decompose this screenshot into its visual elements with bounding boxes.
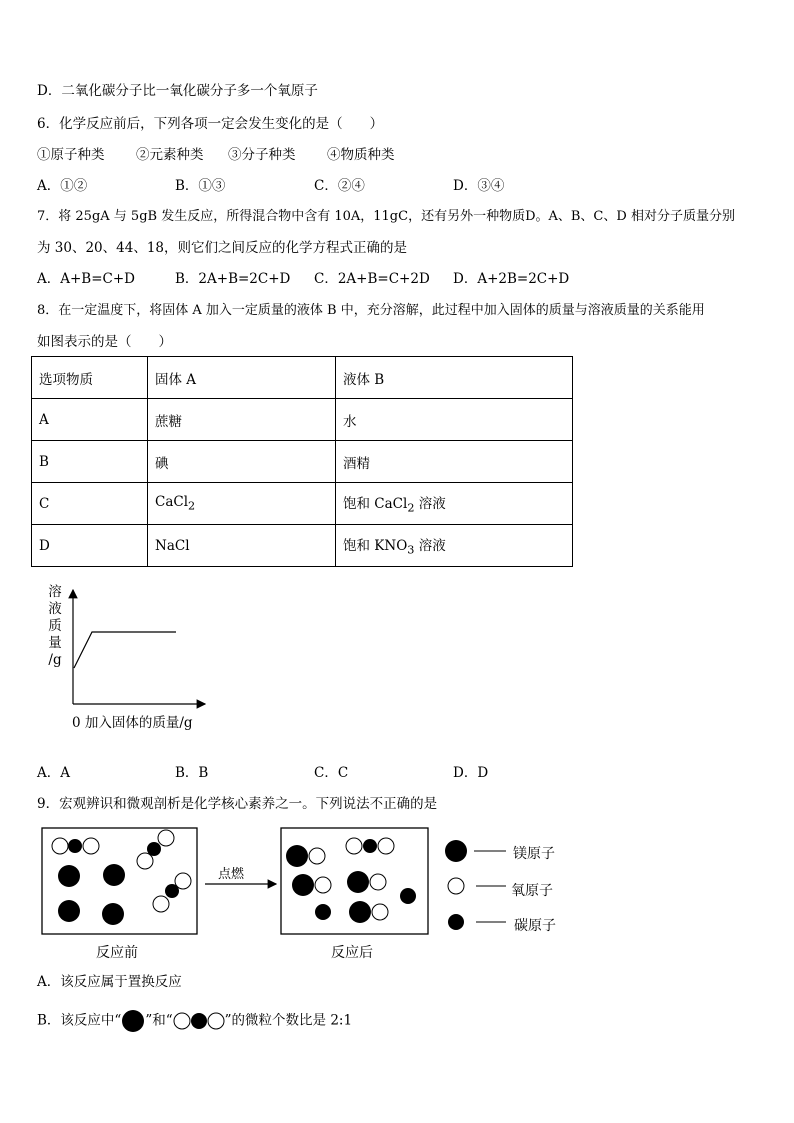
table-header-cell: 液体 B bbox=[336, 357, 573, 399]
oxygen-atom bbox=[370, 874, 386, 890]
magnesium-atom bbox=[102, 903, 124, 925]
q6-item-2: ②元素种类 bbox=[136, 147, 204, 163]
oxygen-atom bbox=[83, 838, 99, 854]
q8-option-a: A．A bbox=[37, 765, 70, 781]
magnesium-atom bbox=[58, 900, 80, 922]
graph-y-char: /g bbox=[48, 652, 62, 668]
formula-text: 溶液 bbox=[414, 496, 446, 513]
q7-option-d: D．A+2B=2C+D bbox=[453, 271, 570, 287]
oxygen-atom bbox=[309, 848, 325, 864]
legend-carbon-label: 碳原子 bbox=[514, 918, 556, 934]
formula-text: 饱和 KNO bbox=[343, 538, 408, 555]
table-cell: 蔗糖 bbox=[148, 399, 336, 441]
table-cell: 水 bbox=[336, 399, 573, 441]
arrow-label: 点燃 bbox=[218, 867, 245, 882]
formula-text: 溶液 bbox=[414, 538, 446, 555]
legend-carbon-icon bbox=[448, 914, 464, 930]
formula-text: 饱和 CaCl bbox=[343, 496, 408, 513]
magnesium-atom bbox=[349, 901, 371, 923]
carbon-atom bbox=[400, 888, 416, 904]
q7-stem-2: 为 30、20、44、18，则它们之间反应的化学方程式正确的是 bbox=[37, 240, 408, 256]
magnesium-particle-icon bbox=[121, 1009, 145, 1033]
co2-particle-icon bbox=[173, 1010, 225, 1032]
magnesium-atom bbox=[292, 874, 314, 896]
oxygen-atom bbox=[315, 877, 331, 893]
carbon-atom bbox=[68, 839, 82, 853]
q5-option-d: D．二氧化碳分子比一氧化碳分子多一个氧原子 bbox=[37, 83, 318, 99]
oxygen-atom bbox=[158, 830, 174, 846]
oxygen-atom bbox=[346, 838, 362, 854]
q8-option-d: D．D bbox=[453, 765, 489, 781]
carbon-atom bbox=[165, 884, 179, 898]
q9-b-text-3: ”的微粒个数比是 2:1 bbox=[224, 1012, 353, 1029]
before-particles bbox=[52, 830, 191, 925]
q6-item-4: ④物质种类 bbox=[327, 147, 395, 163]
q6-option-d: D．③④ bbox=[453, 178, 505, 194]
q9-stem: 9．宏观辨识和微观剖析是化学核心素养之一。下列说法不正确的是 bbox=[37, 796, 438, 812]
oxygen-atom bbox=[153, 896, 169, 912]
oxygen-atom bbox=[137, 853, 153, 869]
q6-option-c: C．②④ bbox=[314, 178, 365, 194]
table-cell: D bbox=[32, 525, 148, 567]
q7-option-a: A．A+B=C+D bbox=[37, 271, 136, 287]
q9-b-text-2: ”和“ bbox=[145, 1012, 173, 1029]
table-cell: B bbox=[32, 441, 148, 483]
legend-magnesium-label: 镁原子 bbox=[513, 846, 555, 862]
table-header-cell: 选项物质 bbox=[32, 357, 148, 399]
graph-y-char: 量 bbox=[48, 635, 62, 651]
legend-oxygen-icon bbox=[448, 878, 464, 894]
graph-y-char: 液 bbox=[48, 601, 62, 617]
table-cell: 酒精 bbox=[336, 441, 573, 483]
q6-stem: 6．化学反应前后，下列各项一定会发生变化的是（ ） bbox=[37, 116, 384, 132]
magnesium-atom bbox=[58, 865, 80, 887]
formula-text: CaCl bbox=[155, 494, 189, 511]
q7-option-b: B．2A+B=2C+D bbox=[175, 271, 291, 287]
graph-x-label: 0 加入固体的质量/g bbox=[72, 715, 193, 731]
table-cell: C bbox=[32, 483, 148, 525]
after-particles bbox=[286, 838, 416, 923]
formula-subscript: 2 bbox=[188, 499, 196, 513]
q8-stem-1: 8．在一定温度下，将固体 A 加入一定质量的液体 B 中，充分溶解，此过程中加入固体的质量与溶液质量的关系能用 bbox=[37, 303, 705, 318]
carbon-atom bbox=[363, 839, 377, 853]
q7-option-c: C．2A+B=C+2D bbox=[314, 271, 430, 287]
legend-oxygen-label: 氧原子 bbox=[511, 883, 553, 899]
graph-y-char: 质 bbox=[48, 618, 62, 634]
q8-option-c: C．C bbox=[314, 765, 349, 781]
graph-curve bbox=[74, 632, 176, 668]
oxygen-atom bbox=[52, 838, 68, 854]
magnesium-atom bbox=[347, 871, 369, 893]
carbon-atom bbox=[315, 904, 331, 920]
before-label: 反应前 bbox=[96, 945, 138, 961]
legend-magnesium-icon bbox=[445, 840, 467, 862]
table-header-cell: 固体 A bbox=[148, 357, 336, 399]
q8-option-b: B．B bbox=[175, 765, 209, 781]
after-label: 反应后 bbox=[331, 945, 373, 961]
oxygen-atom bbox=[372, 904, 388, 920]
table-cell: 碘 bbox=[148, 441, 336, 483]
q8-stem-2: 如图表示的是（ ） bbox=[37, 334, 172, 350]
oxygen-atom bbox=[378, 838, 394, 854]
q9-option-a: A．该反应属于置换反应 bbox=[37, 974, 182, 990]
table-cell: A bbox=[32, 399, 148, 441]
magnesium-atom bbox=[286, 845, 308, 867]
graph-y-char: 溶 bbox=[48, 584, 62, 600]
formula-subscript: 3 bbox=[407, 543, 415, 557]
q9-b-text-1: B．该反应中“ bbox=[37, 1012, 122, 1029]
q6-item-3: ③分子种类 bbox=[228, 147, 296, 163]
q6-option-a: A．①② bbox=[37, 178, 88, 194]
q9-option-b bbox=[37, 1009, 352, 1033]
formula-subscript: 2 bbox=[407, 501, 415, 515]
q6-item-1: ①原子种类 bbox=[37, 147, 105, 163]
q6-option-b: B．①③ bbox=[175, 178, 226, 194]
table-cell: NaCl bbox=[148, 525, 336, 567]
magnesium-atom bbox=[103, 864, 125, 886]
q7-stem-1: 7．将 25gA 与 5gB 发生反应，所得混合物中含有 10A，11gC，还有另外一种物质D。A、B、C、D 相对分子质量分别 bbox=[37, 209, 735, 224]
